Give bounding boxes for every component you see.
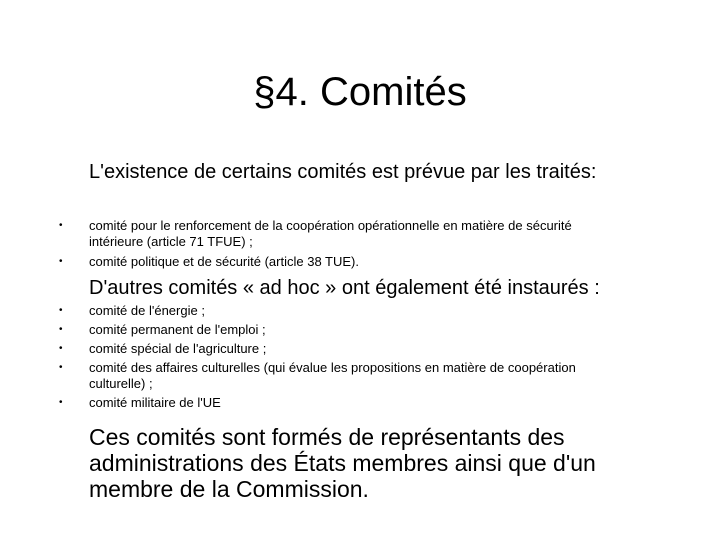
list-item: [59, 218, 629, 250]
bullet-icon: •: [59, 256, 63, 267]
bullet-icon: •: [59, 362, 63, 373]
list-item-text: comité spécial de l'agriculture ;: [89, 341, 267, 356]
list-item-text: comité des affaires culturelles (qui évalue les propositions en matière de coopération culturelle) ;: [89, 360, 576, 391]
list-item: [59, 254, 629, 270]
list-item: [59, 303, 629, 319]
slide-title: §4. Comités: [253, 70, 467, 114]
list-item-text: comité de l'énergie ;: [89, 303, 205, 318]
conclusion-paragraph: Ces comités sont formés de représentants des administrations des États membres ainsi que d'un membre de la Commission.: [89, 424, 596, 502]
bullet-icon: •: [59, 397, 63, 408]
bullet-icon: •: [59, 324, 63, 335]
list-item-text: comité politique et de sécurité (article 38 TUE).: [89, 254, 359, 269]
list-item-text: comité militaire de l'UE: [89, 395, 221, 410]
treaty-committees-list: [59, 218, 629, 274]
list-item: [59, 322, 629, 338]
adhoc-committees-list: [59, 303, 629, 414]
list-item: [59, 341, 629, 357]
adhoc-intro-paragraph: D'autres comités « ad hoc » ont également été instaurés :: [89, 277, 600, 299]
list-item-text: comité permanent de l'emploi ;: [89, 322, 266, 337]
bullet-icon: •: [59, 220, 63, 231]
intro-paragraph: L'existence de certains comités est prévue par les traités:: [89, 161, 597, 183]
bullet-icon: •: [59, 343, 63, 354]
list-item: [59, 360, 629, 392]
list-item-text: comité pour le renforcement de la coopération opérationnelle en matière de sécurité intérieure (article 71 TFUE) ;: [89, 218, 572, 249]
bullet-icon: •: [59, 305, 63, 316]
list-item: [59, 395, 629, 411]
